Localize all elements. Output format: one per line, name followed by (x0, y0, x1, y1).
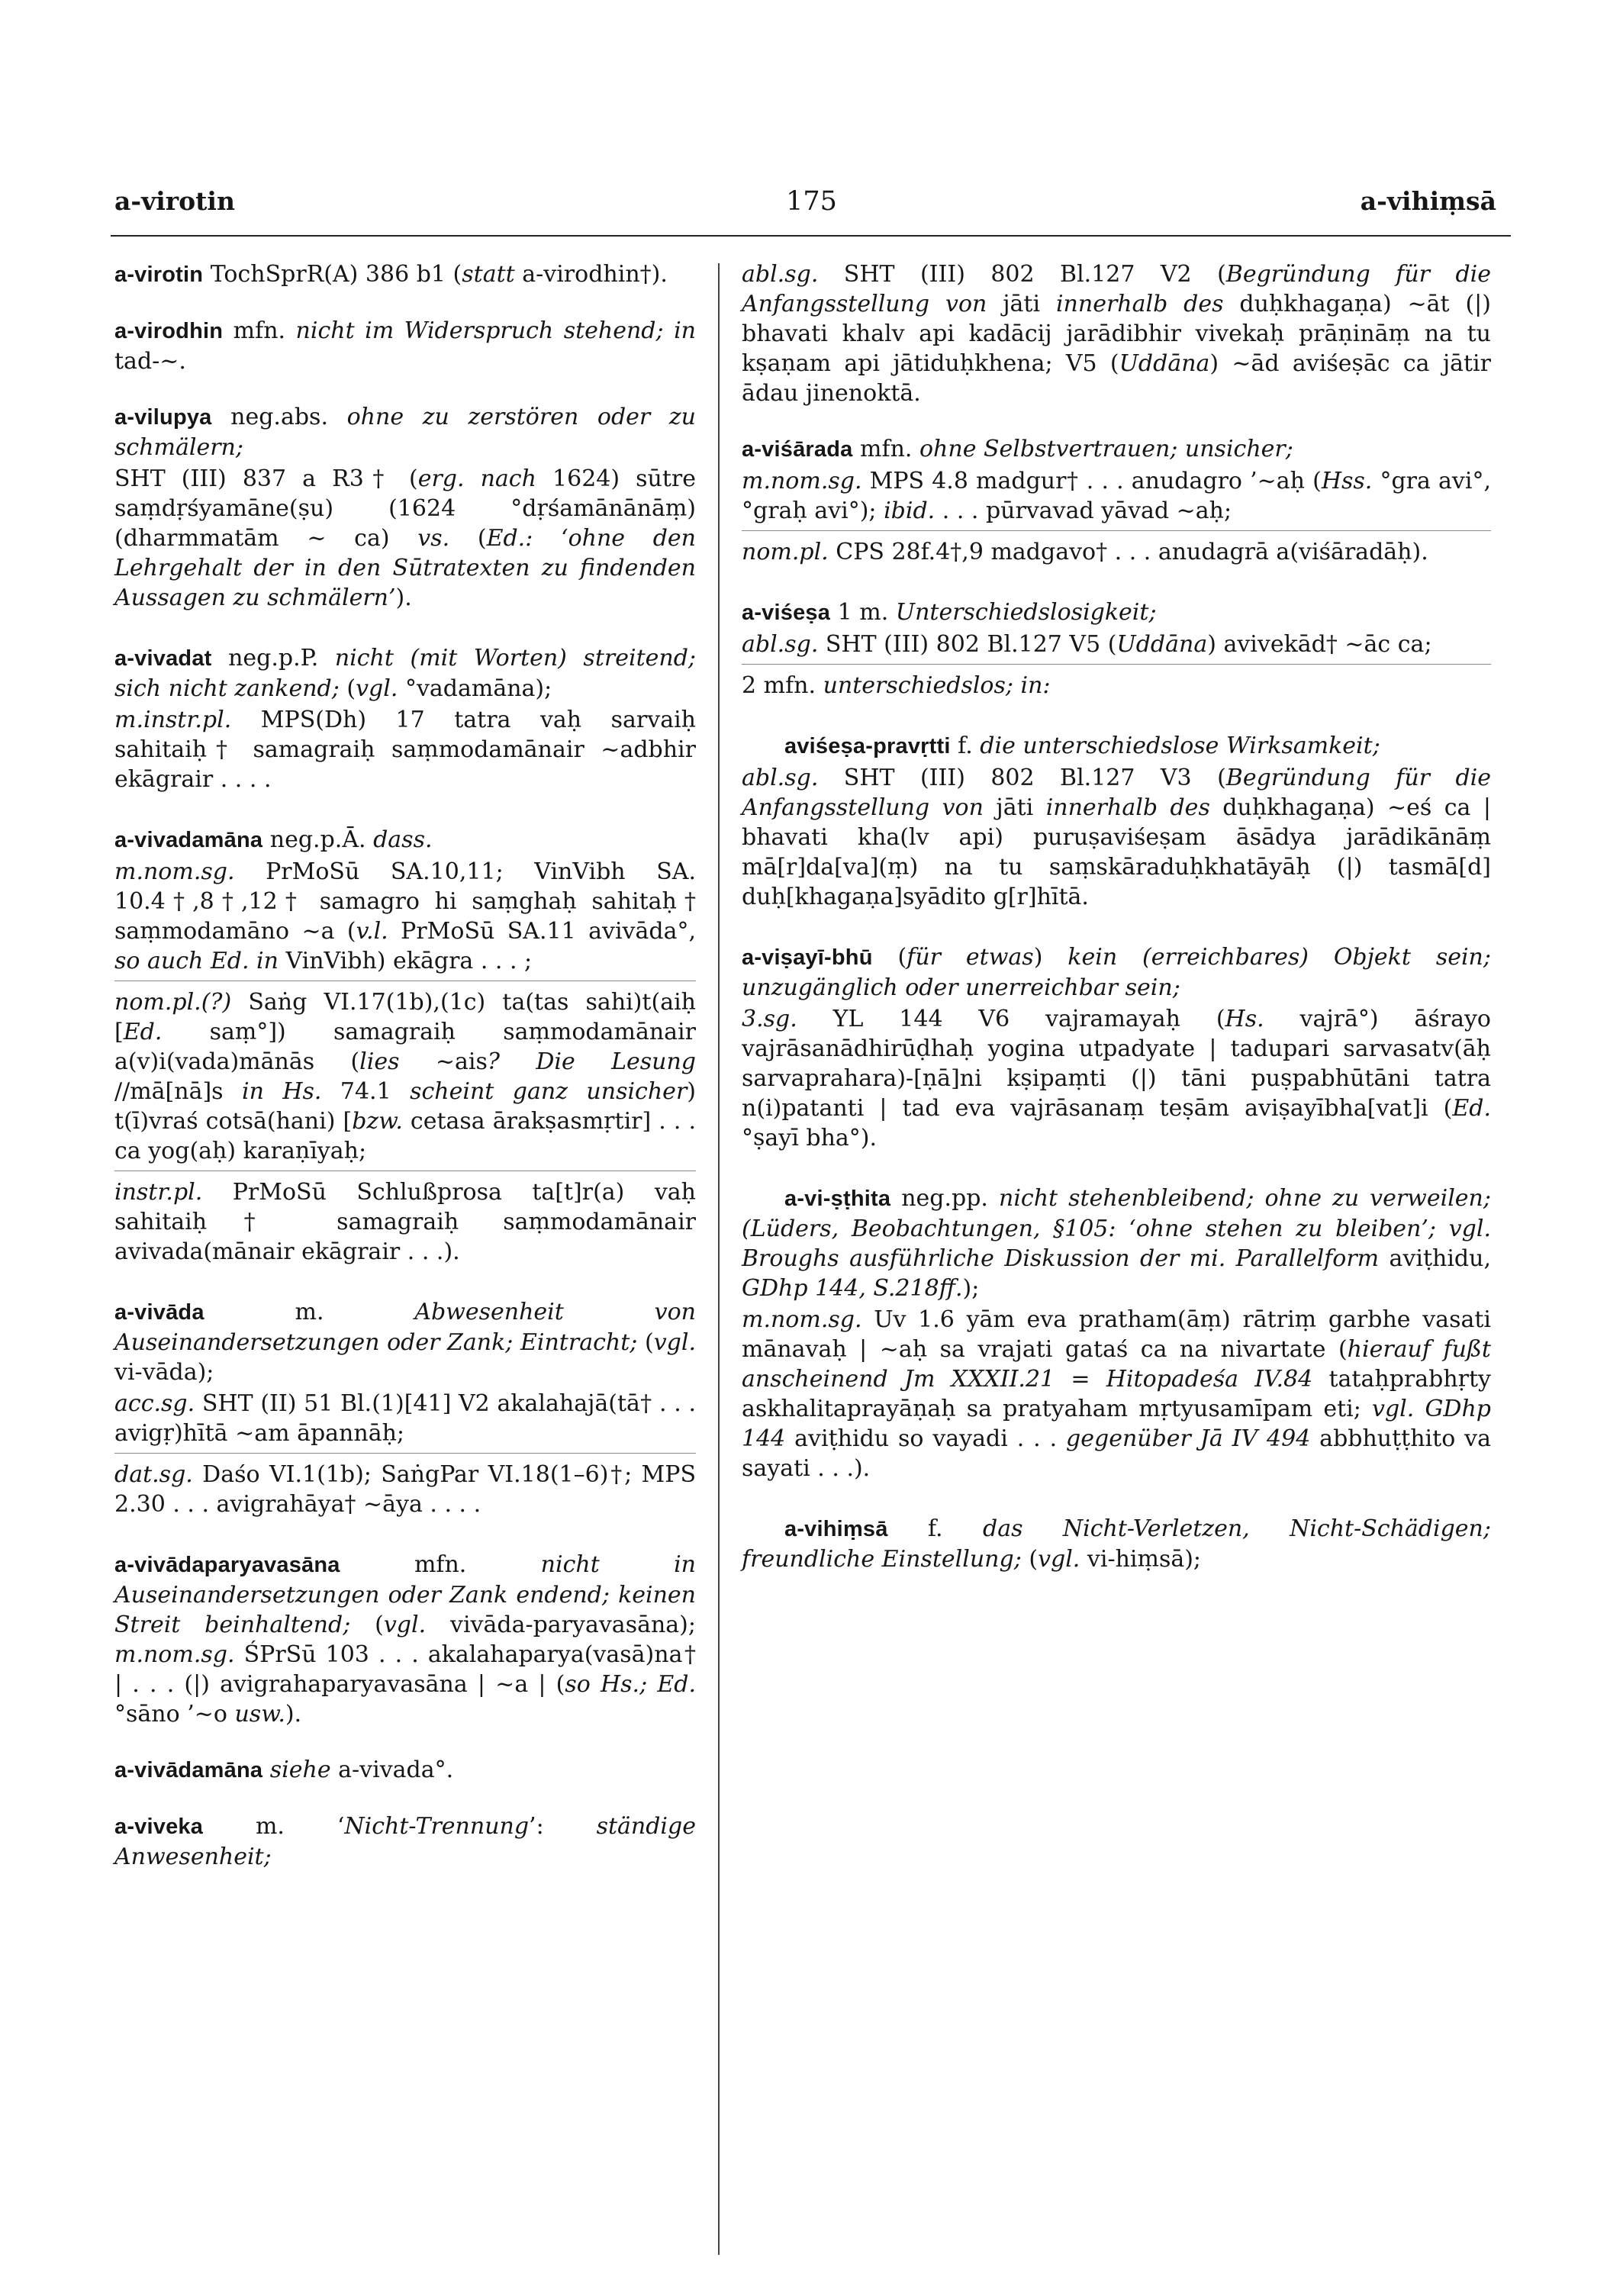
entry-citation (742, 671, 1491, 705)
entry-headword: a-vivādamāna (114, 1758, 263, 1782)
text-run: neg.abs. (230, 404, 347, 430)
entry-citation (114, 987, 696, 1171)
text-run: vs. (417, 525, 450, 552)
entry-definition (742, 434, 1491, 465)
text-run: aviṭhidu so vayadi . . . (785, 1425, 1067, 1452)
text-run: GDhp 144, S.218ff. (742, 1275, 963, 1302)
text-run: duḥkhagaṇa) ~āt (|) bhavati khalv api kadācij jarādibhir vivekaḥ prāṇināṃ na tu kṣaṇam api jātiduḥkhena; V5 ( (742, 291, 1491, 377)
text-run: ŚPrSū 103 . . . akalahaparya(vasā)na† | . . . (|) avigrahaparyavasāna | ~a | ( (114, 1641, 696, 1698)
text-run: ) t(ī)vraś cotsā(hani) [ (114, 1078, 696, 1135)
text-run: Nicht-Trennung (344, 1813, 530, 1840)
entry-headword: a-virotin (114, 262, 204, 287)
text-run: abl.sg. (742, 765, 819, 791)
text-run: PrMoSū SA.11 avivāda°, (388, 918, 696, 945)
header-rule (111, 235, 1511, 237)
dictionary-entry (742, 434, 1491, 572)
text-run: ibid. (884, 498, 935, 524)
entry-headword: a-vihiṃsā (784, 1517, 888, 1541)
dictionary-entry (114, 1297, 696, 1524)
dictionary-entry (114, 1550, 696, 1729)
text-run: Ed. (123, 1019, 163, 1045)
dictionary-entry (114, 259, 696, 290)
text-run: mfn. (860, 436, 919, 462)
text-run: lies (359, 1048, 400, 1075)
entry-definition (114, 259, 696, 290)
entry-citation (742, 630, 1491, 665)
text-run: ständige Anwesenheit; (114, 1813, 696, 1870)
left-column (114, 259, 696, 1898)
text-run: vgl. (1038, 1546, 1080, 1573)
text-run: cetasa ārakṣasmṛtir] . . . ca yog(aḥ) karaṇīyaḥ; (114, 1108, 696, 1164)
text-run: PrMoSū SA.10,11; VinVibh SA. 10.4†,8†,12† samagro hi saṃghaḥ sahitaḥ† saṃmodamāno ~a ( (114, 858, 696, 945)
text-run: v.l. (356, 918, 388, 945)
entry-definition (114, 1755, 696, 1786)
text-run: 1624) sūtre saṃdṛśyamāne(ṣu) (1624 °dṛśamānānāṃ) (dharmmatām ~ ca) (114, 465, 697, 552)
text-run: Daśo VI.1(1b); SaṅgPar VI.18(1–6)†; MPS 2.30 . . . avigrahāya† ~āya . . . . (114, 1461, 696, 1518)
text-run: Ed. (1452, 1095, 1491, 1122)
text-run: hierauf fußt anscheinend Jm XXXII.21 = Hitopadeśa IV.84 (742, 1336, 1491, 1393)
text-run: SHT (III) 802 Bl.127 V3 ( (818, 765, 1226, 791)
text-run: jāti (983, 794, 1046, 821)
entry-definition (114, 825, 696, 855)
entry-headword: a-vivāda (114, 1300, 204, 1325)
entry-citation (742, 537, 1491, 572)
entry-definition (114, 316, 696, 376)
entry-definition (114, 402, 696, 462)
text-run: ). (285, 1701, 302, 1728)
text-run: scheint ganz unsicher (410, 1078, 688, 1105)
entry-citation (114, 1177, 696, 1271)
text-run: SHT (III) 837 a R3† ( (114, 465, 418, 492)
text-run: ( (637, 1329, 654, 1356)
text-run: das Nicht-Verletzen, Nicht-Schädigen; freundliche Einstellung; (742, 1515, 1491, 1573)
text-run: f. (928, 1515, 983, 1542)
text-run: kein (erreichbares) Objekt sein; unzugänglich oder unerreichbar sein; (742, 944, 1491, 1001)
text-run: bzw. (352, 1108, 403, 1135)
text-run: statt (462, 261, 515, 288)
text-run: Saṅg VI.17(1b),(1c) ta(tas sahi)t(aiḥ [ (114, 989, 696, 1045)
text-run: neg.p.P. (228, 645, 335, 671)
text-run: f. (958, 733, 981, 759)
text-run: dass. (373, 826, 433, 853)
text-run: ). (395, 584, 412, 611)
dictionary-entry (114, 316, 696, 376)
entry-definition (114, 1550, 696, 1729)
entry-headword: a-viśārada (742, 437, 853, 462)
text-run: innerhalb des (1045, 794, 1210, 821)
text-run: ( (1021, 1546, 1039, 1573)
entry-citation (114, 464, 696, 617)
dictionary-entry (742, 942, 1491, 1158)
text-run: so Hs.; Ed. (565, 1671, 696, 1698)
text-run: //mā[nā]s (114, 1078, 242, 1105)
text-run: neg.pp. (901, 1185, 999, 1212)
text-run: abl.sg. (742, 261, 819, 288)
text-run: CPS 28f.4†,9 madgavo† . . . anudagrā a(viśāradāḥ). (828, 539, 1428, 565)
text-run: neg.p.Ā. (269, 826, 374, 853)
dictionary-entry (114, 825, 696, 1271)
entry-definition (742, 1183, 1491, 1303)
text-run: . . . pūrvavad yāvad ~aḥ; (935, 498, 1232, 524)
text-run: ’: (529, 1813, 597, 1840)
text-run: jāti (987, 291, 1056, 317)
text-run: 2 mfn. (742, 672, 823, 699)
text-run: m.nom.sg. (742, 468, 862, 494)
entry-headword: a-viveka (114, 1815, 204, 1839)
entry-definition (742, 597, 1491, 628)
text-run: erg. nach (417, 465, 536, 492)
text-run: saṃ°]) samagraiḥ saṃmodamānair a(v)i(vada)mānās ( (114, 1019, 696, 1075)
text-run: vivāda-paryavasāna); (426, 1612, 696, 1638)
text-run: vgl. (383, 1612, 427, 1638)
text-run: m.nom.sg. (114, 1641, 235, 1668)
text-run: VinVibh) ekāgra . . . ; (278, 948, 533, 974)
entry-citation (742, 1305, 1491, 1488)
entry-citation (114, 705, 696, 799)
text-run: Hs. (1225, 1006, 1264, 1032)
text-run: Uv 1.6 yām eva pratham(āṃ) rātriṃ garbhe vasati mānavaḥ | ~aḥ sa vrajati gataś ca na nivartate ( (742, 1306, 1491, 1363)
text-run: duḥkhagaṇa) ~eś ca | bhavati kha(lv api) puruṣaviśeṣam āsādya jarādikānāṃ mā[r]da[va](ṃ) na tu saṃskāraduḥkhatāyāḥ (|) tasmā[d] duḥ[khagaṇa]syādito g[r]hītā. (742, 794, 1491, 910)
text-run: °vadamāna); (398, 675, 552, 702)
entry-definition (114, 643, 696, 704)
text-run: SHT (III) 802 Bl.127 V5 ( (818, 631, 1117, 658)
entry-citation (742, 763, 1491, 916)
text-run: nicht stehenbleibend; ohne zu verweilen; (Lüders, Beobachtungen, §105: ‘ohne stehen zu bleiben’; vgl. Broughs ausführliche Diskussion der mi. Parallelform (742, 1185, 1491, 1272)
text-run: PrMoSū Schlußprosa ta[t]r(a) vaḥ sahitaiḥ† samagraiḥ saṃmodamānair avivada(mānair ekāgrair . . .). (114, 1179, 696, 1265)
text-run: °ṣayī bha°). (742, 1125, 878, 1151)
entry-definition (114, 1811, 696, 1872)
text-run: mfn. (233, 317, 296, 344)
running-head-right: a-vihiṃsā (1360, 186, 1496, 216)
dictionary-entry (742, 731, 1491, 916)
text-run: Unterschiedslosigkeit; (895, 599, 1157, 626)
text-run: 3.sg. (742, 1006, 797, 1032)
dictionary-entry (114, 402, 696, 617)
text-run: Uddāna (1119, 350, 1210, 377)
entry-citation (742, 1004, 1491, 1158)
text-run: Hss. (1321, 468, 1373, 494)
text-run: ohne zu zerstören oder zu schmälern; (114, 404, 696, 461)
text-run: Begründung für die Anfangsstellung von (742, 261, 1491, 317)
text-run: tataḥprabhṛty askhalitaprayāṇaḥ sa pratyaham mṛtyusamīpam eti; (742, 1366, 1491, 1422)
text-run: instr.pl. (114, 1179, 203, 1206)
text-run: ( (449, 525, 487, 552)
entry-citation (742, 466, 1491, 531)
text-run: ( (350, 1612, 384, 1638)
entry-headword: a-vi-ṣṭhita (784, 1187, 891, 1211)
entry-definition (742, 942, 1491, 1003)
entry-citation (114, 1389, 696, 1454)
entry-headword: a-vilupya (114, 405, 212, 430)
entry-definition (742, 1514, 1491, 1574)
text-run: abl.sg. (742, 631, 819, 658)
text-run: für etwas (906, 944, 1034, 971)
text-run: m.nom.sg. (742, 1306, 862, 1333)
text-run: °gra avi°, °graḥ avi°); (742, 468, 1491, 524)
text-run: 1 m. (837, 599, 896, 626)
text-run: in Hs. (242, 1078, 322, 1105)
text-run: ? Die Lesung (487, 1048, 696, 1075)
text-run: Uddāna (1116, 631, 1208, 658)
dictionary-entry (742, 259, 1491, 408)
text-run: nom.pl.(?) (114, 989, 232, 1016)
text-run: mfn. (414, 1551, 541, 1578)
right-column (742, 259, 1491, 1600)
text-run: aviṭhidu, (1379, 1245, 1491, 1272)
text-run: vi-hiṃsā); (1080, 1546, 1202, 1573)
dictionary-entry (742, 597, 1491, 705)
text-run: nom.pl. (742, 539, 829, 565)
entry-headword: aviśeṣa-pravṛtti (784, 734, 951, 758)
text-run: vajrā°) āśrayo vajrāsanādhirūḍhaḥ yogina utpadyate | tadupari sarvasatv(āḥ sarvaprahara)-[ṇā]ni kṣipaṃti (|) tāni puṣpabhūtāni tatra n(i)patanti | tad eva vajrāsanaṃ teṣām aviṣayībha[vat]i ( (742, 1006, 1491, 1122)
entry-definition (742, 731, 1491, 762)
text-run: dat.sg. (114, 1461, 193, 1488)
entry-headword: a-vivādaparyavasāna (114, 1553, 340, 1577)
dictionary-entry (114, 1811, 696, 1872)
text-run: SHT (III) 802 Bl.127 V2 ( (818, 261, 1226, 288)
entry-citation (114, 857, 696, 981)
text-run: Begründung für die Anfangsstellung von (742, 765, 1491, 821)
entry-headword: a-virodhin (114, 319, 224, 343)
text-run: die unterschiedslose Wirksamkeit; (980, 733, 1380, 759)
entry-definition (742, 259, 1491, 408)
text-run: so auch Ed. in (114, 948, 279, 974)
entry-citation (114, 1460, 696, 1524)
text-run: ); (962, 1275, 980, 1302)
text-run: : ‘ohne den Lehrgehalt der in den Sūtratexten zu findenden Aussagen zu schmälern’ (114, 525, 697, 611)
text-run: SHT (II) 51 Bl.(1)[41] V2 akalahajā(tā† . . . avigṛ)hītā ~am āpannāḥ; (114, 1390, 696, 1447)
text-run: ohne Selbstvertrauen; unsicher; (919, 436, 1293, 462)
dictionary-entry (114, 643, 696, 799)
dictionary-entry (742, 1514, 1491, 1574)
text-run: ~ais (399, 1048, 488, 1075)
text-run: vi-vāda); (114, 1359, 214, 1386)
text-run: MPS(Dh) 17 tatra vaḥ sarvaiḥ sahitaiḥ† samagraiḥ saṃmodamānair ~adbhir ekāgrair . . . . (114, 707, 696, 793)
text-run: MPS 4.8 madgur† . . . anudagro ’~aḥ ( (861, 468, 1322, 494)
text-run: m.instr.pl. (114, 707, 232, 733)
text-run: siehe (269, 1757, 331, 1783)
entry-headword: a-vivadamāna (114, 828, 263, 852)
text-run: Abwesenheit von Auseinandersetzungen oder Zank; Eintracht; (114, 1299, 696, 1356)
text-run: tad-~. (114, 348, 186, 375)
text-run: nicht (mit Worten) streitend; sich nicht zankend; (114, 645, 697, 702)
text-run: Ed. (486, 525, 526, 552)
text-run: ) avivekād† ~āc ca; (1207, 631, 1432, 658)
text-run: vgl. (653, 1329, 696, 1356)
text-run: gegenüber Jā IV 494 (1066, 1425, 1311, 1452)
text-run: a-vivada°. (330, 1757, 454, 1783)
text-run: innerhalb des (1055, 291, 1224, 317)
running-head-left: a-virotin (114, 186, 235, 216)
dictionary-entry (114, 1755, 696, 1786)
text-run: nicht in Auseinandersetzungen oder Zank endend; keinen Streit beinhaltend; (114, 1551, 696, 1638)
page-number: 175 (786, 186, 837, 217)
text-run: ) ~ād aviśeṣāc ca jātir ādau jinenoktā. (742, 350, 1491, 407)
text-run: unterschiedslos; in: (823, 672, 1051, 699)
text-run: °sāno ’~o (114, 1701, 235, 1728)
text-run: ( (339, 675, 356, 702)
column-divider (718, 263, 720, 2255)
text-run: acc.sg. (114, 1390, 195, 1417)
text-run: m. ‘ (255, 1813, 345, 1840)
dictionary-entry (742, 1183, 1491, 1488)
entry-definition (114, 1297, 696, 1387)
entry-headword: a-vivadat (114, 646, 212, 671)
entry-headword: a-viśeṣa (742, 601, 831, 625)
text-run: YL 144 V6 vajramayaḥ ( (797, 1006, 1225, 1032)
text-run: vgl. (356, 675, 398, 702)
text-run: m. (295, 1299, 415, 1325)
text-run: abbhuṭṭhito va sayati . . .). (742, 1425, 1491, 1482)
text-run: a-virodhin†). (514, 261, 668, 288)
text-run: ( (897, 944, 907, 971)
entry-headword: a-viṣayī-bhū (742, 945, 873, 970)
text-run: TochSprR(A) 386 b1 ( (210, 261, 462, 288)
text-run: ) (1033, 944, 1068, 971)
text-run: m.nom.sg. (114, 858, 235, 885)
text-run: vgl. GDhp 144 (742, 1396, 1491, 1452)
text-run: usw. (234, 1701, 285, 1728)
text-run: nicht im Widerspruch stehend; in (295, 317, 696, 344)
text-run: 74.1 (321, 1078, 411, 1105)
